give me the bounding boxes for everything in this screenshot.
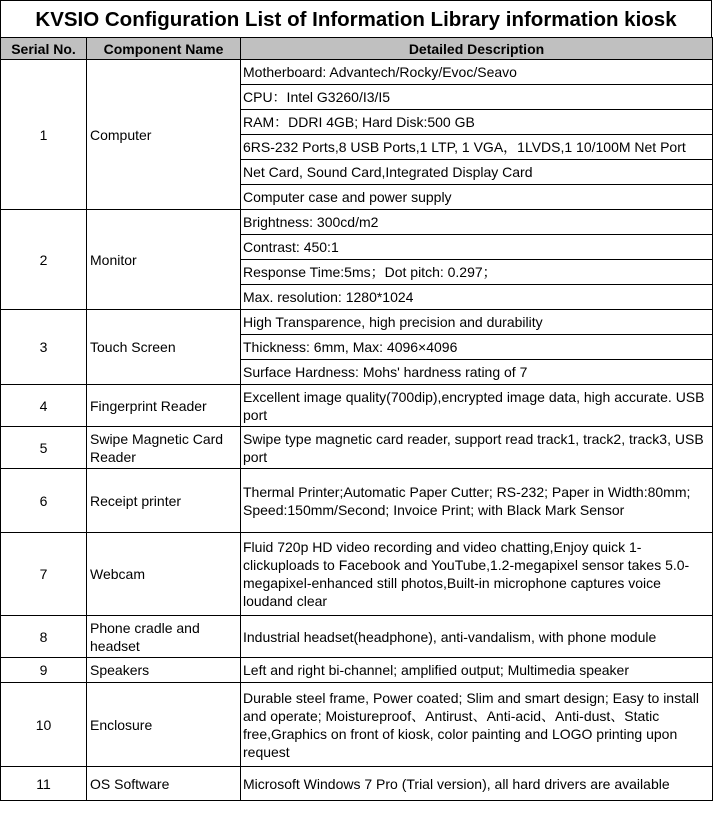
description-cell: Fluid 720p HD video recording and video chatting,Enjoy quick 1-clickuploads to Facebook and YouTube,1.2-megapixel sensor takes 5.0-megapixel-enhanced still photos,Built-in microphone captures voice loudand clear <box>241 533 713 616</box>
description-cell: Thickness: 6mm, Max: 4096×4096 <box>241 335 713 360</box>
description-cell: Max. resolution: 1280*1024 <box>241 285 713 310</box>
component-name-cell: Fingerprint Reader <box>87 385 241 427</box>
table-row <box>1 767 713 801</box>
component-name-cell: Monitor <box>87 210 241 310</box>
description-cell: High Transparence, high precision and durability <box>241 310 713 335</box>
serial-no-cell: 9 <box>1 658 87 683</box>
description-cell: Durable steel frame, Power coated; Slim and smart design; Easy to install and operate; Moistureproof、Antirust、Anti-acid、Anti-dust、Static free,Graphics on front of kiosk, color painting and LOGO printing upon request <box>241 683 713 767</box>
header-component-name: Component Name <box>87 38 241 60</box>
serial-no-cell: 4 <box>1 385 87 427</box>
table-row <box>1 533 713 616</box>
page-title: KVSIO Configuration List of Information Library information kiosk <box>0 0 712 37</box>
description-cell: 6RS-232 Ports,8 USB Ports,1 LTP, 1 VGA，1LVDS,1 10/100M Net Port <box>241 135 713 160</box>
serial-no-cell: 1 <box>1 60 87 210</box>
description-cell: Motherboard: Advantech/Rocky/Evoc/Seavo <box>241 60 713 85</box>
component-name-cell: Computer <box>87 60 241 210</box>
component-name-cell: Swipe Magnetic Card Reader <box>87 427 241 469</box>
table-row <box>1 60 713 85</box>
component-name-cell: Phone cradle and headset <box>87 616 241 658</box>
description-cell: Response Time:5ms；Dot pitch: 0.297； <box>241 260 713 285</box>
component-name-cell: Touch Screen <box>87 310 241 385</box>
description-cell: Net Card, Sound Card,Integrated Display Card <box>241 160 713 185</box>
description-cell: Industrial headset(headphone), anti-vandalism, with phone module <box>241 616 713 658</box>
serial-no-cell: 5 <box>1 427 87 469</box>
table-header-row <box>1 38 713 60</box>
description-cell: Excellent image quality(700dip),encrypted image data, high accurate. USB port <box>241 385 713 427</box>
description-cell: Left and right bi-channel; amplified output; Multimedia speaker <box>241 658 713 683</box>
serial-no-cell: 8 <box>1 616 87 658</box>
component-name-cell: Receipt printer <box>87 469 241 533</box>
description-cell: CPU：Intel G3260/I3/I5 <box>241 85 713 110</box>
description-cell: Computer case and power supply <box>241 185 713 210</box>
table-row <box>1 310 713 335</box>
serial-no-cell: 7 <box>1 533 87 616</box>
description-cell: RAM：DDRI 4GB; Hard Disk:500 GB <box>241 110 713 135</box>
table-row <box>1 385 713 427</box>
component-name-cell: Speakers <box>87 658 241 683</box>
description-cell: Microsoft Windows 7 Pro (Trial version), all hard drivers are available <box>241 767 713 801</box>
table-row <box>1 210 713 235</box>
header-serial-no: Serial No. <box>1 38 87 60</box>
configuration-table <box>0 37 713 801</box>
serial-no-cell: 2 <box>1 210 87 310</box>
table-row <box>1 469 713 533</box>
description-cell: Contrast: 450:1 <box>241 235 713 260</box>
serial-no-cell: 11 <box>1 767 87 801</box>
table-row <box>1 427 713 469</box>
table-row <box>1 683 713 767</box>
serial-no-cell: 3 <box>1 310 87 385</box>
description-cell: Brightness: 300cd/m2 <box>241 210 713 235</box>
description-cell: Thermal Printer;Automatic Paper Cutter; RS-232; Paper in Width:80mm; Speed:150mm/Second; Invoice Print; with Black Mark Sensor <box>241 469 713 533</box>
description-cell: Swipe type magnetic card reader, support read track1, track2, track3, USB port <box>241 427 713 469</box>
serial-no-cell: 6 <box>1 469 87 533</box>
header-detailed-description: Detailed Description <box>241 38 713 60</box>
component-name-cell: OS Software <box>87 767 241 801</box>
serial-no-cell: 10 <box>1 683 87 767</box>
table-row <box>1 658 713 683</box>
component-name-cell: Webcam <box>87 533 241 616</box>
table-row <box>1 616 713 658</box>
component-name-cell: Enclosure <box>87 683 241 767</box>
description-cell: Surface Hardness: Mohs' hardness rating of 7 <box>241 360 713 385</box>
